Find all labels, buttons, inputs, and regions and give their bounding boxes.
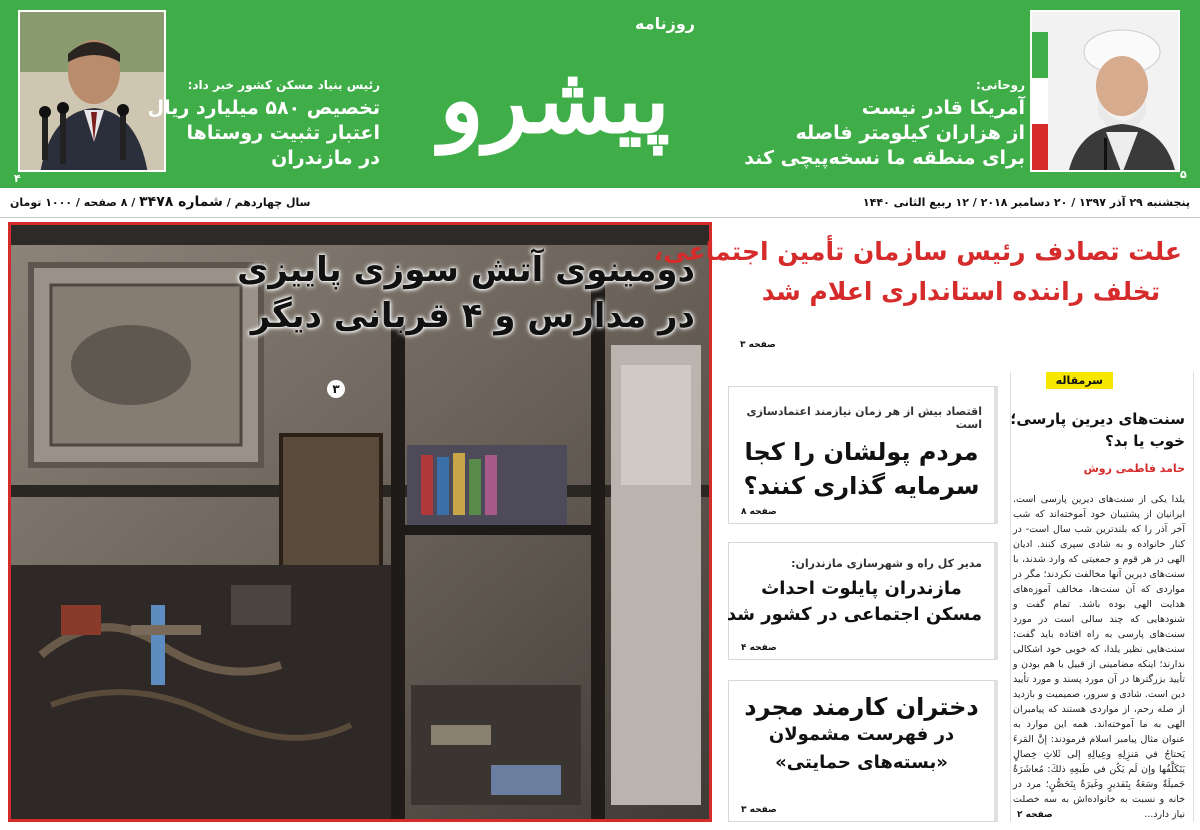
housing-story-headline-line: مسکن اجتماعی در کشور شد	[726, 604, 982, 625]
editorial-author: حامد فاطمی روش	[1083, 462, 1185, 475]
editorial-body: یلدا یکی از سنت‌های دیرین پارسی است. ایرانیان از پشتیبان خود آموخته‌اند که شب آخر آذر را که بلندترین شب سال است- در کنار خانواده و به شادی سپری کنند. ادیان الهی در هر قوم و جمعیتی که وارد شدند، با سنت‌های دیرین آنها مخالفت نکردند؛ مگر در مواردی که آن سنت‌ها، مخالف آموزه‌های هدایت الهی بوده باشد. تمام گفت و شنودهایی که چند سالی است در مورد سنت‌های پارسی به راه افتاده باید گفت: سنت‌هایی نظیر یلدا، که خوبی خود اشکالی ندارند؛ اینکه مضامینی از قبیل با هم بودن و تأیید بزرگترها در آن مورد پسند و مورد تأیید دین است. شادی و سرور، صمیمیت و بازدید از صله رحم، از مواردی هستند که پیامبران الهی به ما آموخته‌اند. همه این موارد به عنوان مثال پیامبر اسلام فرمودند: إنَّ المَرءَ يَحتاجُ في مَنزِلِهِ وعِيالِهِ إلى ثَلاثِ خِصالٍ يَتَكَلَّفُها وإن لَم يَكُن في طَبعِهِ ذلكَ: مُعاشَرَةٌ جَميلَةٌ وسَعَةٌ بِتَقديرٍ وغَيرَةٌ بِتَحَصُّنٍ؛ مرد در خانه و نسبت به خانواده‌اش به سه خصلت نیاز دارد...	[1013, 494, 1185, 820]
daughters-story[interactable]	[728, 680, 998, 822]
daughters-story-headline-line: «بسته‌های حمایتی»	[775, 752, 948, 773]
main-headline-line: دومینوی آتش سوزی پاییزی	[237, 250, 695, 290]
issue-number: شماره ۳۴۷۸	[139, 194, 223, 210]
right-teaser[interactable]	[744, 78, 1025, 171]
housing-story-headline-line: مازندران پایلوت احداث	[761, 578, 962, 599]
newspaper-logo[interactable]: پیشرو	[439, 46, 670, 154]
invest-story-headline-line: مردم پولشان را کجا	[744, 438, 979, 466]
left-teaser-kicker: رئیس بنیاد مسکن کشور خبر داد:	[187, 78, 380, 92]
president-portrait-image	[1032, 12, 1180, 172]
invest-story-page-ref: صفحه ۸	[741, 507, 777, 517]
daughters-story-page-ref: صفحه ۳	[741, 805, 777, 815]
top-story[interactable]	[653, 222, 1194, 356]
invest-story-headline-line: سرمایه گذاری کنند؟	[743, 472, 980, 500]
main-headline	[237, 247, 695, 339]
right-teaser-page: ۵	[1180, 168, 1187, 181]
editorial-page-ref: صفحه ۲	[1017, 810, 1053, 820]
right-teaser-line: آمریکا قادر نیست	[861, 97, 1025, 119]
left-teaser-line: اعتبار تثبیت روستاها	[186, 122, 380, 144]
issue-year: سال چهاردهم /	[222, 196, 311, 209]
main-story[interactable]	[8, 222, 712, 822]
editorial-column[interactable]	[1010, 372, 1194, 822]
official-portrait-photo	[18, 10, 166, 172]
editorial-label: سرمقاله	[1046, 372, 1113, 389]
right-teaser-kicker: روحانی:	[976, 78, 1025, 92]
president-portrait-photo	[1030, 10, 1180, 172]
issue-info	[10, 194, 310, 210]
left-teaser-page: ۴	[14, 172, 21, 185]
issue-date: پنجشنبه ۲۹ آذر ۱۳۹۷ / ۲۰ دسامبر ۲۰۱۸ / ۱۲ ربیع الثانی ۱۴۴۰	[862, 196, 1190, 209]
top-story-page-ref: صفحه ۳	[740, 340, 776, 350]
daughters-story-headline-line: در فهرست مشمولان	[768, 724, 955, 745]
right-teaser-line: برای منطقه ما نسخه‌پیچی کند	[744, 147, 1025, 169]
masthead	[0, 0, 1200, 188]
issue-price: / ۸ صفحه / ۱۰۰۰ تومان	[10, 196, 140, 209]
editorial-title: سنت‌های دیرین پارسی؛ خوب یا بد؟	[1010, 410, 1185, 450]
left-teaser[interactable]	[147, 78, 380, 171]
main-story-page-ref: ۳	[327, 380, 345, 398]
invest-story-kicker: اقتصاد بیش از هر زمان نیازمند اعتمادسازی است	[746, 405, 982, 431]
left-teaser-line: در مازندران	[271, 147, 380, 169]
right-teaser-line: از هزاران کیلومتر فاصله	[795, 122, 1025, 144]
official-portrait-image	[20, 12, 166, 172]
left-teaser-line: تخصیص ۵۸۰ میلیارد ریال	[147, 97, 380, 119]
housing-story-kicker: مدیر کل راه و شهرسازی مازندران:	[791, 557, 982, 570]
main-headline-line: در مدارس و ۴ قربانی دیگر	[250, 296, 695, 336]
date-bar	[0, 188, 1200, 218]
newspaper-subtitle: روزنامه	[635, 14, 695, 33]
daughters-story-headline-line: دختران کارمند مجرد	[744, 693, 979, 721]
top-story-headline-line: تخلف راننده استانداری اعلام شد	[761, 277, 1161, 306]
invest-story[interactable]	[728, 386, 998, 524]
housing-story[interactable]	[728, 542, 998, 660]
top-story-headline-line: علت تصادف رئیس سازمان تأمین اجتماعی،	[653, 237, 1182, 266]
housing-story-page-ref: صفحه ۴	[741, 643, 777, 653]
